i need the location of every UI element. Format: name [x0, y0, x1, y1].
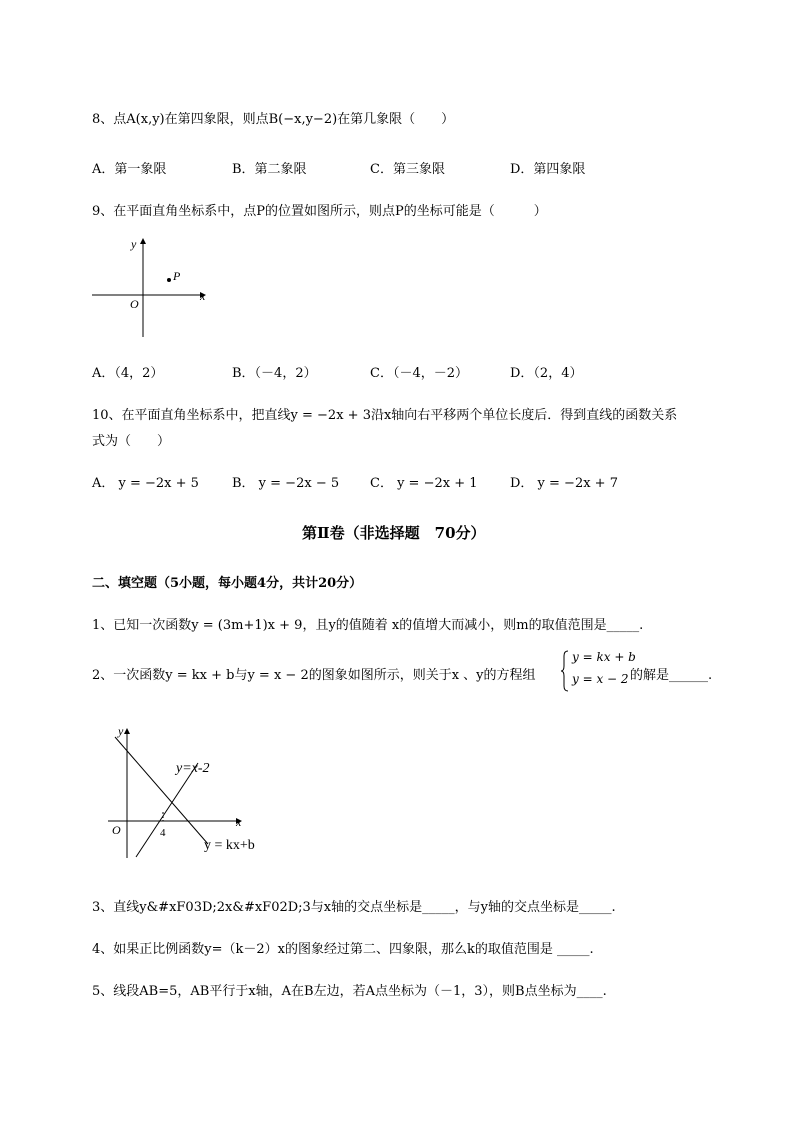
q10-option-a: A． y = −2x + 5 [92, 476, 199, 491]
q9-x-label: x [200, 289, 206, 303]
fill2-tick-label: 4 [160, 827, 166, 839]
fill2-x-label: x [236, 815, 242, 829]
line-y-x-minus-2 [136, 763, 198, 857]
q9-option-c: C．（－4，－2） [370, 366, 468, 381]
q9-option-b: B．（－4，2） [232, 366, 317, 381]
fill-question-2-prefix: 2、一次函数y = kx + b与y = x − 2的图象如图所示，则关于x 、y的方程组 [92, 668, 536, 683]
system-equation-1: y = kx + b [572, 650, 636, 664]
q9-option-d: D．（2，4） [510, 366, 583, 381]
fill-question-4: 4、如果正比例函数y=（k－2）x的图象经过第二、四象限，那么k的取值范围是 _____. [92, 942, 594, 957]
q9-origin-label: O [130, 297, 139, 311]
left-brace-icon [560, 650, 570, 692]
line2-label: y = kx+b [204, 838, 255, 853]
q10-option-c: C． y = −2x + 1 [370, 476, 478, 491]
q9-option-a: A．（4，2） [92, 366, 164, 381]
section-2-subtitle: 二、填空题（5小题，每小题4分，共计20分） [92, 576, 363, 591]
fill-question-3: 3、直线y&#xF03D;2x&#xF02D;3与x轴的交点坐标是_____，与y轴的交点坐标是_____. [92, 900, 616, 915]
q10-option-b: B． y = −2x − 5 [232, 476, 340, 491]
q10-option-d: D． y = −2x + 7 [510, 476, 618, 491]
fill-question-1: 1、已知一次函数y = (3m+1)x + 9，且y的值随着 x的值增大而减小，则m的取值范围是_____. [92, 618, 644, 633]
question-8-text: 8、点A(x,y)在第四象限，则点B(−x,y−2)在第几象限（ ） [92, 112, 455, 127]
fill2-y-label: y [118, 724, 124, 738]
question-9-text: 9、在平面直角坐标系中，点P的位置如图所示，则点P的坐标可能是（ ） [92, 204, 547, 219]
question-10-text-line1: 10、在平面直角坐标系中，把直线y = −2x + 3沿x轴向右平移两个单位长度后．得到直线的函数关系 [92, 408, 678, 423]
fill-question-5: 5、线段AB=5，AB平行于x轴，A在B左边，若A点坐标为（－1，3），则B点坐标为____. [92, 984, 607, 999]
q9-point-label: P [173, 269, 181, 283]
q8-option-c: C．第三象限 [370, 162, 445, 177]
q8-option-d: D．第四象限 [510, 162, 586, 177]
fill2-y-arrow [124, 728, 130, 734]
q8-option-a: A．第一象限 [92, 162, 167, 177]
fill-question-2-suffix: 的解是______. [630, 668, 713, 683]
q9-coordinate-figure [88, 232, 218, 342]
q8-option-b: B．第二象限 [232, 162, 307, 177]
fill-2-graph-figure [100, 720, 270, 865]
line1-label: y=x-2 [176, 761, 210, 776]
q9-y-arrow [140, 238, 146, 244]
q9-y-label: y [131, 237, 137, 251]
question-10-text-line2: 式为（ ） [92, 434, 171, 449]
system-equation-2: y = x − 2 [572, 672, 629, 686]
fill2-origin-label: O [112, 823, 121, 837]
section-2-title: 第Ⅱ卷（非选择题 70分） [302, 524, 486, 542]
q9-point-p [167, 278, 171, 282]
